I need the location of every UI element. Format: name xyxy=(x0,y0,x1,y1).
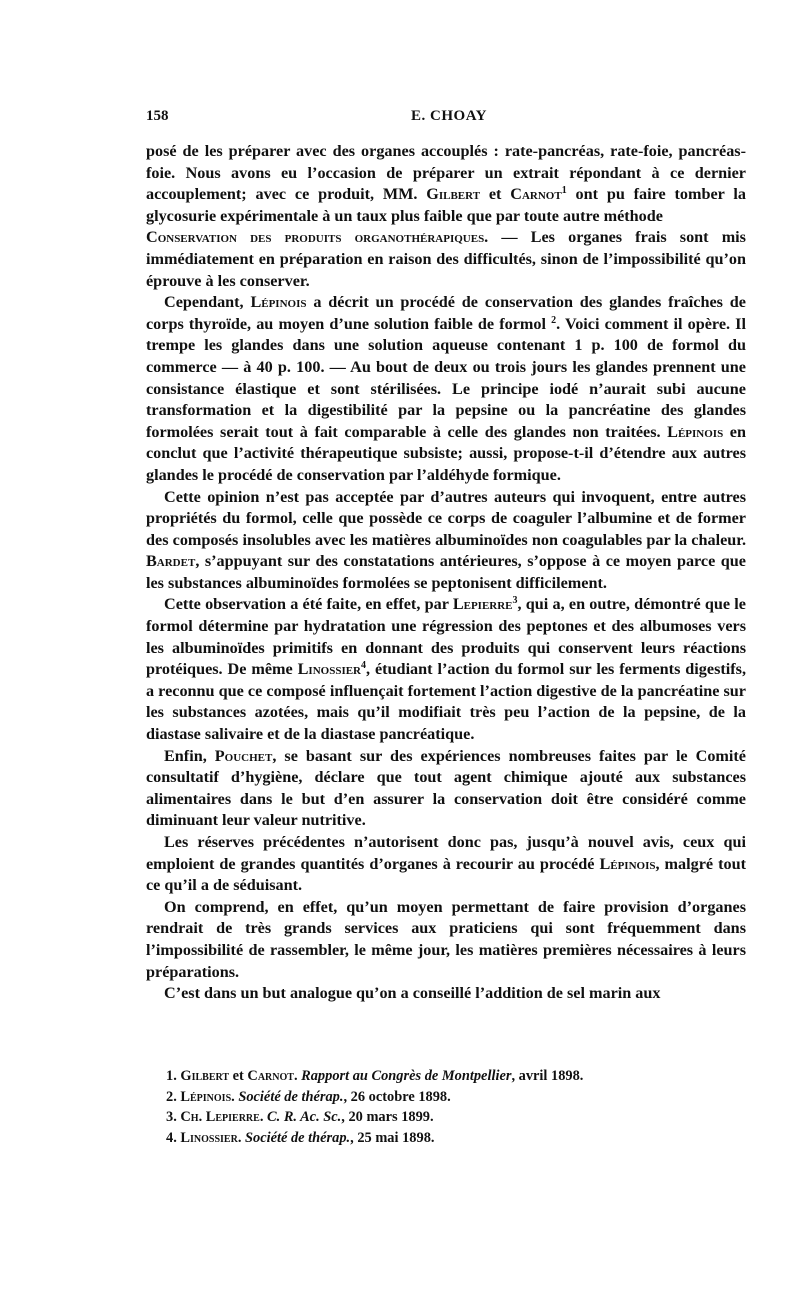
text-run: Cependant, xyxy=(164,293,251,312)
paragraph-4 xyxy=(146,487,746,595)
footnote-author: Lépinois xyxy=(180,1088,232,1105)
paragraph-1 xyxy=(146,141,746,227)
footnote-author: Ch. Lepierre xyxy=(180,1109,260,1125)
footnote-date: , 25 mai 1898. xyxy=(350,1129,435,1146)
footnote-number: 2. xyxy=(166,1088,177,1105)
text-run: Cette opinion n’est pas acceptée par d’autres auteurs qui invoquent, entre autres propriétés du formol, celle que possède ce corps de coaguler l’albumine et de former des composés insolubles avec les matières albuminoïdes non coagulables par la chaleur. xyxy=(146,487,746,549)
text-run: . xyxy=(231,1088,239,1105)
body-text xyxy=(146,141,746,1005)
footnote-1 xyxy=(166,1066,746,1087)
author-name: Lepierre xyxy=(452,595,513,614)
text-run: et xyxy=(229,1068,248,1084)
text-run: ont pu faire tomber la glycosurie expérimentale à un taux plus faible que par toute autre méthode xyxy=(146,185,746,225)
author-name: Bardet xyxy=(146,552,196,571)
paragraph-8 xyxy=(146,897,746,983)
text-run: On comprend, en effet, qu’un moyen permettant de faire provision d’organes rendrait de très grands services aux praticiens qui sont fréquemment dans l’impossibilité de rassembler, le même jour, les matières premières nécessaires à leurs préparations. xyxy=(146,897,746,981)
author-name: Pouchet xyxy=(214,746,273,765)
footnote-title: Société de thérap. xyxy=(238,1088,344,1105)
text-run: . Voici comment il opère. Il trempe les glandes dans une solution aqueuse contenant 1 p. 100 de formol du commerce — à 40 p. 100. — Au bout de deux ou trois jours les glandes prennent une consistance élastique et sont stérilisées. Le principe iodé n’aurait subi aucune transformation et la digestibilité par la pepsine ou la pancréatine des glandes formolées serait tout à fait comparable à celle des glandes non traitées. xyxy=(146,314,746,441)
footnote-author: Gilbert xyxy=(180,1068,230,1084)
footnote-ref: 1 xyxy=(561,185,567,197)
author-name: Carnot xyxy=(510,185,562,204)
footnote-3 xyxy=(166,1107,746,1128)
text-run: . xyxy=(293,1068,302,1084)
footnote-2 xyxy=(166,1087,746,1108)
footnote-date: , 26 octobre 1898. xyxy=(343,1088,451,1105)
footnote-4 xyxy=(166,1128,746,1149)
text-run: Cette observation a été faite, en effet, par xyxy=(164,595,453,614)
text-run: , s’appuyant sur des constatations antérieures, s’oppose à ce moyen parce que les substances albuminoïdes formolées se peptonisent difficilement. xyxy=(146,552,746,592)
text-run: Les réserves précédentes n’autorisent donc pas, jusqu’à nouvel avis, ceux qui emploient de grandes quantités d’organes à recourir au procédé xyxy=(146,833,746,873)
section-heading: Conservation des produits organothérapiques. xyxy=(146,228,489,247)
author-name: Lépinois xyxy=(250,293,307,312)
footnote-number: 3. xyxy=(166,1109,177,1125)
paragraph-7 xyxy=(146,832,746,897)
text-run: , malgré tout ce qu’il a de séduisant. xyxy=(146,854,746,895)
text-run: , qui a, en outre, démontré que le formol détermine par hydratation une régression des peptones et des albumoses vers les albuminoïdes primitifs en donnant des produits qui conservent leurs réactions protéiques. De même xyxy=(146,595,746,679)
paragraph-6 xyxy=(146,746,746,832)
author-name: Lépinois xyxy=(599,854,656,873)
footnote-author: Carnot xyxy=(247,1068,294,1084)
text-run: Enfin, xyxy=(164,746,215,765)
text-run: . xyxy=(259,1109,268,1125)
text-run: , étudiant l’action du formol sur les ferments digestifs, a reconnu que ce composé influençait fortement l’action digestive de la pancréatine sur les substances azotées, mais qu’il modifiait très peu l’action de la pepsine, de la diastase salivaire et de la diastase pancréatique. xyxy=(146,660,747,744)
footnote-number: 4. xyxy=(166,1129,177,1146)
footnote-author: Linossier xyxy=(180,1129,238,1146)
paragraph-5 xyxy=(146,594,746,745)
footnote-ref: 3 xyxy=(512,595,518,607)
text-run: a décrit un procédé de conservation des glandes fraîches de corps thyroïde, au moyen d’une solution faible de formol xyxy=(146,293,746,333)
paragraph-2 xyxy=(146,227,746,292)
text-run: C’est dans un but analogue qu’on a conseillé l’addition de sel marin aux xyxy=(164,984,661,1003)
text-run: — Les organes frais sont mis immédiatement en préparation en raison des difficultés, sinon de l’impossibilité qu’on éprouve à les conserver. xyxy=(146,228,746,290)
page-header xyxy=(146,108,752,128)
page-number: 158 xyxy=(146,108,169,124)
paragraph-9 xyxy=(146,983,746,1005)
text-run: en conclut que l’activité thérapeutique subsiste; aussi, propose-t-il d’étendre aux autres glandes le procédé de conservation par l’aldéhyde formique. xyxy=(146,422,746,484)
text-run: , se basant sur des expériences nombreuses faites par le Comité consultatif d’hygiène, déclare que tout agent chimique ajouté aux substances alimentaires dans le but d’en assurer la conservation doit être considéré comme diminuant leur valeur nutritive. xyxy=(146,746,746,830)
author-name: Lépinois xyxy=(667,422,724,441)
text-run: posé de les préparer avec des organes accouplés : rate-pancréas, rate-foie, pancréas-foie. Nous avons eu l’occasion de préparer un extrait répondant à ce dernier accouplement; avec ce produit, MM. xyxy=(146,142,746,204)
running-head: E. CHOAY xyxy=(411,108,487,124)
footnote-ref: 2 xyxy=(551,314,557,326)
paragraph-3 xyxy=(146,292,746,486)
text-run: et xyxy=(480,185,511,204)
footnote-number: 1. xyxy=(166,1068,177,1084)
footnote-title: C. R. Ac. Sc. xyxy=(267,1109,342,1125)
footnote-date: , avril 1898. xyxy=(511,1068,584,1084)
footnote-ref: 4 xyxy=(361,660,366,672)
footnote-title: Société de thérap. xyxy=(245,1129,351,1146)
footnote-date: , 20 mars 1899. xyxy=(341,1109,434,1125)
footnote-title: Rapport au Congrès de Montpellier xyxy=(301,1068,512,1084)
text-run: . xyxy=(237,1129,246,1146)
author-name: Gilbert xyxy=(426,185,481,204)
footnotes xyxy=(166,1066,746,1148)
author-name: Linossier xyxy=(297,660,361,679)
